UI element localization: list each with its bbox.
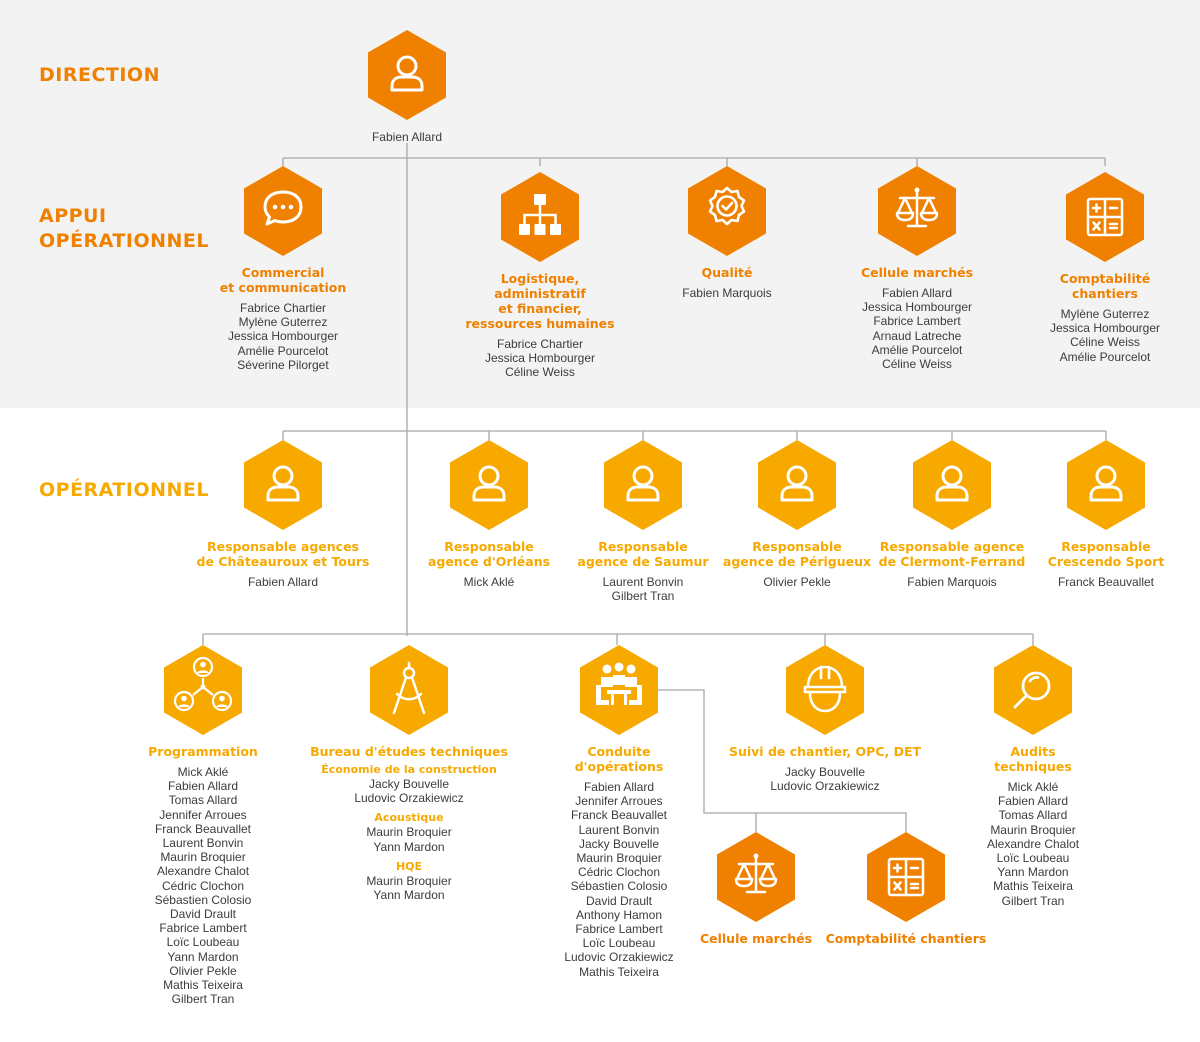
node-title <box>143 744 263 759</box>
member-list <box>847 286 987 371</box>
node-title <box>1041 539 1171 569</box>
member-name: Fabrice Lambert <box>159 921 247 936</box>
group-label: Économie de la construction <box>321 763 497 776</box>
member-name: Fabien Marquois <box>682 286 772 300</box>
member-name: Jacky Bouvelle <box>578 836 660 851</box>
member-name: Arnaud Latreche <box>872 328 962 343</box>
title-line: et financier, <box>498 301 582 316</box>
direction-name: Fabien Allard <box>371 130 443 144</box>
node-agence-saumur <box>573 440 713 603</box>
member-name: Gilbert Tran <box>611 589 675 604</box>
calculator-icon <box>867 832 945 922</box>
member-name: Jennifer Arroues <box>575 794 663 809</box>
member-name: Ludovic Orzakiewicz <box>564 950 674 965</box>
calculator-icon <box>1066 172 1144 262</box>
member-name: Franck Beauvallet <box>1057 575 1155 589</box>
member-list <box>419 575 559 589</box>
member-name: Maurin Broquier <box>366 825 452 840</box>
person-icon <box>604 440 682 530</box>
member-name: Mick Aklé <box>1007 780 1059 794</box>
title-line: Responsable agences <box>206 539 359 554</box>
member-name: Jessica Hombourger <box>227 329 339 344</box>
title-line: et communication <box>219 280 347 295</box>
node-title <box>419 539 559 569</box>
node-title <box>847 265 987 280</box>
quality-seal-icon <box>688 166 766 256</box>
member-name: Tomas Allard <box>998 808 1068 823</box>
member-name: Maurin Broquier <box>576 851 662 866</box>
member-name: Céline Weiss <box>1070 335 1140 350</box>
title-line: ressources humaines <box>465 316 615 331</box>
org-chart-icon <box>501 172 579 262</box>
node-suivi-chantier <box>725 645 925 793</box>
member-list <box>193 575 373 589</box>
title-line: chantiers <box>1072 286 1138 301</box>
title-line: Responsable <box>598 539 688 554</box>
title-line: Suivi de chantier, OPC, DET <box>728 744 922 759</box>
node-title <box>549 744 689 774</box>
member-name: Amélie Pourcelot <box>237 343 329 358</box>
member-name: Amélie Pourcelot <box>871 342 963 357</box>
node-title <box>573 539 713 569</box>
member-name: Laurent Bonvin <box>162 836 244 851</box>
title-line: agence de Périgueux <box>722 554 872 569</box>
member-name: Céline Weiss <box>882 357 952 372</box>
section-title-appui-line2: OPÉRATIONNEL <box>39 230 209 252</box>
title-line: Programmation <box>148 744 258 759</box>
title-line: de Clermont-Ferrand <box>878 554 1026 569</box>
member-list <box>725 765 925 793</box>
member-list <box>309 874 509 902</box>
hard-hat-icon <box>786 645 864 735</box>
balance-scale-icon <box>717 832 795 922</box>
node-direction <box>347 30 467 144</box>
title-line: Responsable <box>444 539 534 554</box>
member-name: Yann Mardon <box>997 865 1069 880</box>
node-title <box>213 265 353 295</box>
member-name: Loïc Loubeau <box>166 935 240 950</box>
member-name: Jacky Bouvelle <box>368 777 450 791</box>
compass-icon <box>370 645 448 735</box>
member-list <box>573 575 713 603</box>
member-list <box>309 777 509 805</box>
member-name: Mylène Guterrez <box>238 315 328 330</box>
member-name: Olivier Pekle <box>169 963 237 978</box>
person-icon <box>1067 440 1145 530</box>
node-conduite-operations <box>549 645 689 979</box>
member-name: Yann Mardon <box>373 839 445 854</box>
member-name: Jessica Hombourger <box>1049 321 1161 336</box>
node-commercial <box>213 166 353 372</box>
node-title <box>1035 271 1175 301</box>
member-name: David Drault <box>169 907 237 922</box>
member-name: Fabrice Lambert <box>873 314 961 329</box>
member-name: Sébastien Colosio <box>154 892 252 907</box>
member-name: Mick Aklé <box>177 765 229 779</box>
node-logistique <box>460 172 620 380</box>
member-list <box>667 286 787 300</box>
member-name: Fabrice Chartier <box>496 337 584 351</box>
balance-scale-icon <box>878 166 956 256</box>
member-name: Gilbert Tran <box>1001 893 1065 908</box>
title-line: Bureau d'études techniques <box>310 744 508 759</box>
member-name: Fabien Allard <box>167 779 239 794</box>
node-agence-clermont <box>877 440 1027 589</box>
member-name: Jessica Hombourger <box>861 300 973 315</box>
node-title <box>722 539 872 569</box>
title-line: Cellule marchés <box>860 265 974 280</box>
meeting-people-icon <box>580 645 658 735</box>
group-label: Acoustique <box>374 811 444 825</box>
person-icon <box>758 440 836 530</box>
member-list <box>722 575 872 589</box>
person-icon <box>450 440 528 530</box>
title-line: Qualité <box>701 265 753 280</box>
title-line: Commercial <box>241 265 325 280</box>
member-name: Jessica Hombourger <box>484 351 596 366</box>
member-name: Laurent Bonvin <box>602 575 684 589</box>
member-name: Fabien Allard <box>247 575 319 589</box>
section-title-operationnel: OPÉRATIONNEL <box>39 479 209 501</box>
section-title-appui-line1: APPUI <box>39 205 107 227</box>
member-name: Fabrice Chartier <box>239 301 327 315</box>
member-name: Fabrice Lambert <box>575 922 663 937</box>
member-name: Mathis Teixeira <box>163 978 243 993</box>
member-name: Mathis Teixeira <box>993 879 1073 894</box>
member-name: Fabien Allard <box>997 794 1069 809</box>
member-name: Maurin Broquier <box>366 873 452 888</box>
people-network-icon <box>164 645 242 735</box>
node-crescendo-sport <box>1041 440 1171 589</box>
member-name: Alexandre Chalot <box>986 836 1080 851</box>
member-name: Mick Aklé <box>463 575 515 589</box>
member-name: Franck Beauvallet <box>154 821 252 836</box>
member-name: David Drault <box>585 893 653 908</box>
member-name: Cédric Clochon <box>577 865 661 880</box>
title-line: Responsable agence <box>879 539 1025 554</box>
person-icon <box>244 440 322 530</box>
member-name: Laurent Bonvin <box>578 822 660 837</box>
title-line: administratif <box>494 286 586 301</box>
member-name: Tomas Allard <box>168 793 238 808</box>
member-name: Gilbert Tran <box>171 992 235 1007</box>
node-title <box>973 744 1093 774</box>
member-list <box>549 780 689 979</box>
title-line: Conduite <box>587 744 651 759</box>
person-icon <box>913 440 991 530</box>
member-name: Maurin Broquier <box>990 822 1076 837</box>
node-agence-orleans <box>419 440 559 589</box>
title-line: Comptabilité <box>1059 271 1151 286</box>
member-name: Loïc Loubeau <box>996 851 1070 866</box>
title-line: Audits <box>1010 744 1056 759</box>
member-list <box>1035 307 1175 364</box>
member-name: Amélie Pourcelot <box>1059 349 1151 364</box>
member-name: Jennifer Arroues <box>159 807 247 822</box>
node-title <box>460 271 620 331</box>
member-name: Sébastien Colosio <box>570 879 668 894</box>
node-title <box>193 539 373 569</box>
node-agence-chateauroux <box>193 440 373 589</box>
magnifier-icon <box>994 645 1072 735</box>
member-name: Yann Mardon <box>373 888 445 903</box>
title-line: Crescendo Sport <box>1047 554 1165 569</box>
title-line: Logistique, <box>500 271 580 286</box>
node-bureau-etudes <box>309 645 509 902</box>
person-icon <box>368 30 446 120</box>
member-name: Fabien Marquois <box>907 575 997 589</box>
member-name: Olivier Pekle <box>763 575 831 589</box>
member-name: Mathis Teixeira <box>579 964 659 979</box>
member-name: Fabien Allard <box>881 286 953 300</box>
member-name: Loïc Loubeau <box>582 936 656 951</box>
node-cellule-marches-sub <box>686 832 826 946</box>
member-name: Cédric Clochon <box>161 878 245 893</box>
member-name: Séverine Pilorget <box>237 357 329 372</box>
chat-bubble-icon <box>244 166 322 256</box>
member-name: Yann Mardon <box>167 949 239 964</box>
title-line: Cellule marchés <box>699 931 813 946</box>
member-list <box>1041 575 1171 589</box>
title-line: agence d'Orléans <box>427 554 551 569</box>
node-title <box>821 931 991 946</box>
node-audits <box>973 645 1093 908</box>
title-line: techniques <box>994 759 1072 774</box>
title-line: Responsable <box>752 539 842 554</box>
member-name: Ludovic Orzakiewicz <box>770 779 880 794</box>
member-name: Maurin Broquier <box>160 850 246 865</box>
member-list <box>143 765 263 1006</box>
title-line: agence de Saumur <box>577 554 709 569</box>
node-title <box>877 539 1027 569</box>
section-title-appui <box>39 204 209 254</box>
node-title <box>667 265 787 280</box>
member-name: Jacky Bouvelle <box>784 765 866 779</box>
member-list <box>973 780 1093 908</box>
member-name: Alexandre Chalot <box>156 864 250 879</box>
member-name: Mylène Guterrez <box>1060 307 1150 321</box>
node-comptabilite-sub <box>821 832 991 946</box>
title-line: de Châteauroux et Tours <box>196 554 370 569</box>
node-cellule-marches <box>847 166 987 371</box>
member-name: Ludovic Orzakiewicz <box>354 791 464 806</box>
title-line: d'opérations <box>574 759 664 774</box>
node-title <box>725 744 925 759</box>
member-name: Anthony Hamon <box>575 907 663 922</box>
title-line: Comptabilité chantiers <box>825 931 987 946</box>
member-list <box>213 301 353 372</box>
node-comptabilite <box>1035 172 1175 364</box>
node-title <box>309 744 509 759</box>
member-name: Franck Beauvallet <box>570 808 668 823</box>
member-list <box>309 825 509 853</box>
member-list <box>877 575 1027 589</box>
node-title <box>686 931 826 946</box>
member-list <box>460 337 620 380</box>
node-agence-perigueux <box>722 440 872 589</box>
section-title-direction: DIRECTION <box>39 64 160 86</box>
member-name: Fabien Allard <box>583 780 655 794</box>
title-line: Responsable <box>1061 539 1151 554</box>
node-programmation <box>143 645 263 1006</box>
group-label: HQE <box>395 859 423 873</box>
member-name: Céline Weiss <box>505 365 575 380</box>
node-qualite <box>667 166 787 300</box>
